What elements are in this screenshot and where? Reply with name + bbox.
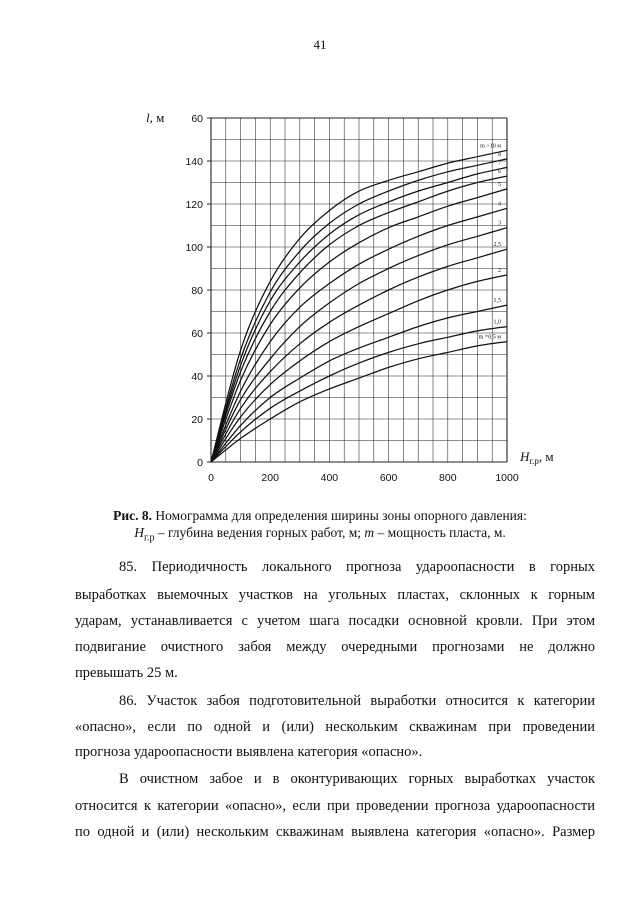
paragraph-last-line3: по одной и (или) нескольким скважинам выявлена категория «опасно». Размер bbox=[75, 824, 595, 840]
curve-label: 1,0 bbox=[493, 319, 501, 326]
curve-label: 2 bbox=[498, 267, 501, 274]
paragraph-86-line1: 86. Участок забоя подготовительной выработки относится к категории bbox=[119, 693, 595, 709]
paragraph-last-line2: относится к категории «опасно», если при проведении прогноза удароопасности bbox=[75, 798, 595, 814]
paragraph-85-line1: 85. Периодичность локального прогноза удароопасности в горных bbox=[119, 559, 595, 575]
x-tick-label: 200 bbox=[261, 472, 279, 484]
curve-label: 4 bbox=[498, 201, 501, 208]
figure-label: Рис. 8. bbox=[113, 508, 153, 523]
x-tick-label: 1000 bbox=[495, 472, 519, 484]
paragraph-86-line2: «опасно», если по одной и (или) нескольким скважинам при проведении bbox=[75, 719, 595, 735]
paragraph-85-line4: подвигание очистного забоя между очередными прогнозами не должно bbox=[75, 639, 595, 655]
x-tick-label: 400 bbox=[320, 472, 339, 484]
figure-caption-line2: $H_{г.р}$ – глубина ведения горных работ, м; m – мощность пласта, м. bbox=[134, 525, 506, 544]
paragraph-85-line5: превышать 25 м. bbox=[75, 665, 178, 681]
y-tick-label: 60 bbox=[191, 328, 203, 340]
y-tick-label: 60 bbox=[191, 113, 203, 125]
y-axis-title: l, м bbox=[146, 110, 165, 125]
curve-label: m >10 м bbox=[480, 143, 501, 150]
y-tick-label: 80 bbox=[191, 285, 203, 297]
figure-caption-line1: Рис. 8. Номограмма для определения ширины зоны опорного давления: bbox=[113, 508, 527, 523]
curve-label: 3 bbox=[498, 220, 501, 227]
curve-label: 7 bbox=[498, 160, 501, 167]
x-axis-title: $H_{г.р}$, м bbox=[520, 449, 554, 466]
paragraph-86-line3: прогноза удароопасности выявлена категория «опасно». bbox=[75, 744, 423, 760]
y-tick-label: 0 bbox=[197, 457, 203, 469]
x-tick-label: 0 bbox=[208, 472, 214, 484]
curve-label: 1,5 bbox=[493, 298, 501, 305]
y-tick-label: 20 bbox=[191, 414, 203, 426]
page-number: 41 bbox=[313, 37, 327, 52]
curve-label: 6 bbox=[498, 169, 501, 176]
y-tick-label: 120 bbox=[185, 199, 203, 211]
curve-label: 5 bbox=[498, 181, 501, 188]
curve-label: 8 bbox=[498, 151, 501, 158]
paragraph-85-line2: выработках выемочных участков на угольных пластах, склонных к горным bbox=[75, 587, 595, 603]
y-tick-label: 40 bbox=[191, 371, 203, 383]
x-tick-label: 600 bbox=[379, 472, 398, 484]
chart-grid bbox=[207, 118, 507, 462]
paragraph-85-line3: ударам, устанавливается с учетом шага посадки основной кровли. При этом bbox=[75, 613, 595, 629]
x-tick-label: 800 bbox=[439, 472, 457, 484]
curve-label: 2,5 bbox=[493, 242, 501, 249]
paragraph-last-line1: В очистном забое и в оконтуривающих горных выработках участок bbox=[119, 771, 595, 787]
y-tick-label: 100 bbox=[185, 242, 203, 254]
chart-tick-labels bbox=[185, 113, 518, 484]
curve-label: m =0,5 м bbox=[478, 334, 501, 341]
y-tick-label: 140 bbox=[185, 156, 203, 168]
